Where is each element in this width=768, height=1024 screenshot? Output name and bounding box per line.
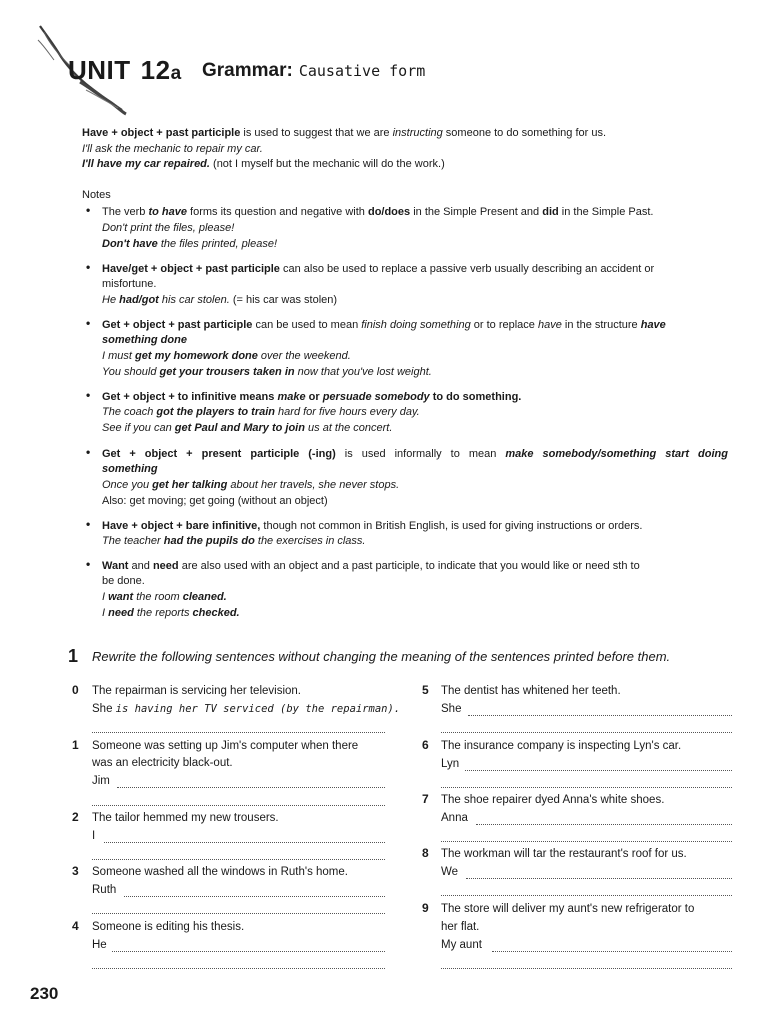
item-number: 4 [72, 919, 79, 933]
answer-input[interactable] [476, 824, 732, 825]
intro-example-2: I'll have my car repaired. (not I myself but the mechanic will do the work.) [82, 158, 445, 170]
note-6-example: The teacher had the pupils do the exercises in class. [102, 535, 366, 547]
item-number: 0 [72, 683, 79, 697]
answer-input[interactable] [92, 805, 385, 806]
note-7-text-cont: be done. [102, 575, 145, 587]
note-4-example-2: See if you can get Paul and Mary to join us at the concert. [102, 422, 393, 434]
item-sentence: The dentist has whitened her teeth. [441, 685, 621, 697]
answer-input[interactable] [465, 770, 732, 771]
item-number: 5 [422, 683, 429, 697]
notes-heading: Notes [82, 189, 111, 201]
unit-label: UNIT [68, 55, 131, 85]
bullet: • [86, 260, 91, 274]
item-sentence: The insurance company is inspecting Lyn's car. [441, 740, 682, 752]
exercise-instruction: Rewrite the following sentences without changing the meaning of the sentences printed before them. [92, 649, 671, 664]
intro-example-1: I'll ask the mechanic to repair my car. [82, 143, 263, 155]
topic-title: Causative form [298, 62, 426, 80]
item-sentence: Someone was setting up Jim's computer when there [92, 740, 359, 752]
page-number: 230 [30, 984, 59, 1003]
item-sentence: The repairman is servicing her television. [92, 685, 302, 697]
item-number: 7 [422, 792, 429, 806]
item-sentence: Someone is editing his thesis. [92, 921, 245, 933]
item-prompt: Lyn [441, 758, 460, 770]
answer-input[interactable] [468, 715, 732, 716]
answer-input[interactable] [92, 913, 385, 914]
item-number: 8 [422, 846, 429, 860]
item-number: 2 [72, 810, 79, 824]
item-example-answer: She is having her TV serviced (by the repairman). [92, 703, 401, 715]
note-3-text: Get + object + past participle can be used to mean finish doing something or to replace have in the structure have [102, 319, 666, 331]
note-2-example: He had/got his car stolen. (= his car was stolen) [102, 294, 338, 306]
note-2-text-cont: misfortune. [102, 278, 157, 290]
note-3-example-1: I must get my homework done over the weekend. [102, 350, 351, 362]
item-number: 1 [72, 738, 79, 752]
note-5-example-2: Also: get moving; get going (without an object) [102, 495, 328, 507]
bullet: • [86, 517, 91, 531]
note-1-text: The verb to have forms its question and negative with do/does in the Simple Present and did in the Simple Past. [102, 206, 654, 218]
bullet: • [86, 445, 91, 459]
answer-input[interactable] [92, 859, 385, 860]
item-sentence: Someone washed all the windows in Ruth's home. [92, 866, 348, 878]
note-5-text-cont: something [102, 463, 158, 475]
item-prompt: He [92, 939, 107, 951]
intro-rule: Have + object + past participle is used to suggest that we are instructing someone to do something for us. [82, 127, 607, 139]
answer-input[interactable] [441, 968, 732, 969]
answer-input[interactable] [92, 968, 385, 969]
item-number: 6 [422, 738, 429, 752]
item-sentence-cont: was an electricity black-out. [92, 757, 233, 769]
answer-input[interactable] [441, 841, 732, 842]
note-7-example-2: I need the reports checked. [102, 607, 240, 619]
item-sentence: The store will deliver my aunt's new refrigerator to [441, 903, 695, 915]
note-4-text: Get + object + to infinitive means make or persuade somebody to do something. [102, 391, 522, 403]
answer-input[interactable] [441, 787, 732, 788]
unit-subtitle [202, 60, 425, 82]
item-prompt: Jim [92, 775, 110, 787]
answer-input[interactable] [112, 951, 385, 952]
answer-input[interactable] [117, 787, 385, 788]
answer-input[interactable] [104, 842, 385, 843]
unit-title [68, 55, 182, 86]
item-prompt: Anna [441, 812, 468, 824]
item-prompt: Ruth [92, 884, 117, 896]
answer-line [92, 732, 385, 733]
answer-input[interactable] [124, 896, 385, 897]
note-7-text: Want and need are also used with an object and a past participle, to indicate that you would like or need sth to [102, 560, 640, 572]
item-number: 9 [422, 901, 429, 915]
note-3-text-cont: something done [102, 334, 187, 346]
note-4-example-1: The coach got the players to train hard for five hours every day. [102, 406, 420, 418]
item-sentence-cont: her flat. [441, 921, 480, 933]
note-5-example-1: Once you get her talking about her travels, she never stops. [102, 479, 400, 491]
note-1-example-1: Don't print the files, please! [102, 222, 235, 234]
note-6-text: Have + object + bare infinitive, though not common in British English, is used for giving instructions or orders. [102, 520, 643, 532]
item-sentence: The workman will tar the restaurant's roof for us. [441, 848, 687, 860]
item-prompt: We [441, 866, 459, 878]
item-prompt: I [92, 830, 96, 842]
note-1-example-2: Don't have the files printed, please! [102, 238, 278, 250]
exercise-number: 1 [68, 646, 79, 666]
item-sentence: The tailor hemmed my new trousers. [92, 812, 279, 824]
item-number: 3 [72, 864, 79, 878]
item-sentence: The shoe repairer dyed Anna's white shoes. [441, 794, 665, 806]
item-prompt: My aunt [441, 939, 482, 951]
bullet: • [86, 388, 91, 402]
note-3-example-2: You should get your trousers taken in now that you've lost weight. [102, 366, 432, 378]
bullet: • [86, 557, 91, 571]
answer-input[interactable] [466, 878, 732, 879]
note-5-text: Get + object + present participle (-ing) is used informally to mean make somebody/something start doing [102, 448, 728, 460]
answer-input[interactable] [441, 895, 732, 896]
answer-input[interactable] [492, 951, 732, 952]
bullet: • [86, 316, 91, 330]
grammar-label: Grammar: [202, 60, 293, 81]
unit-number: 12 [140, 55, 171, 85]
note-7-example-1: I want the room cleaned. [102, 591, 227, 603]
item-prompt: She [441, 703, 462, 715]
bullet: • [86, 203, 91, 217]
answer-input[interactable] [441, 732, 732, 733]
note-2-text: Have/get + object + past participle can also be used to replace a passive verb usually describing an accident or [102, 263, 655, 275]
unit-letter: a [170, 63, 182, 84]
